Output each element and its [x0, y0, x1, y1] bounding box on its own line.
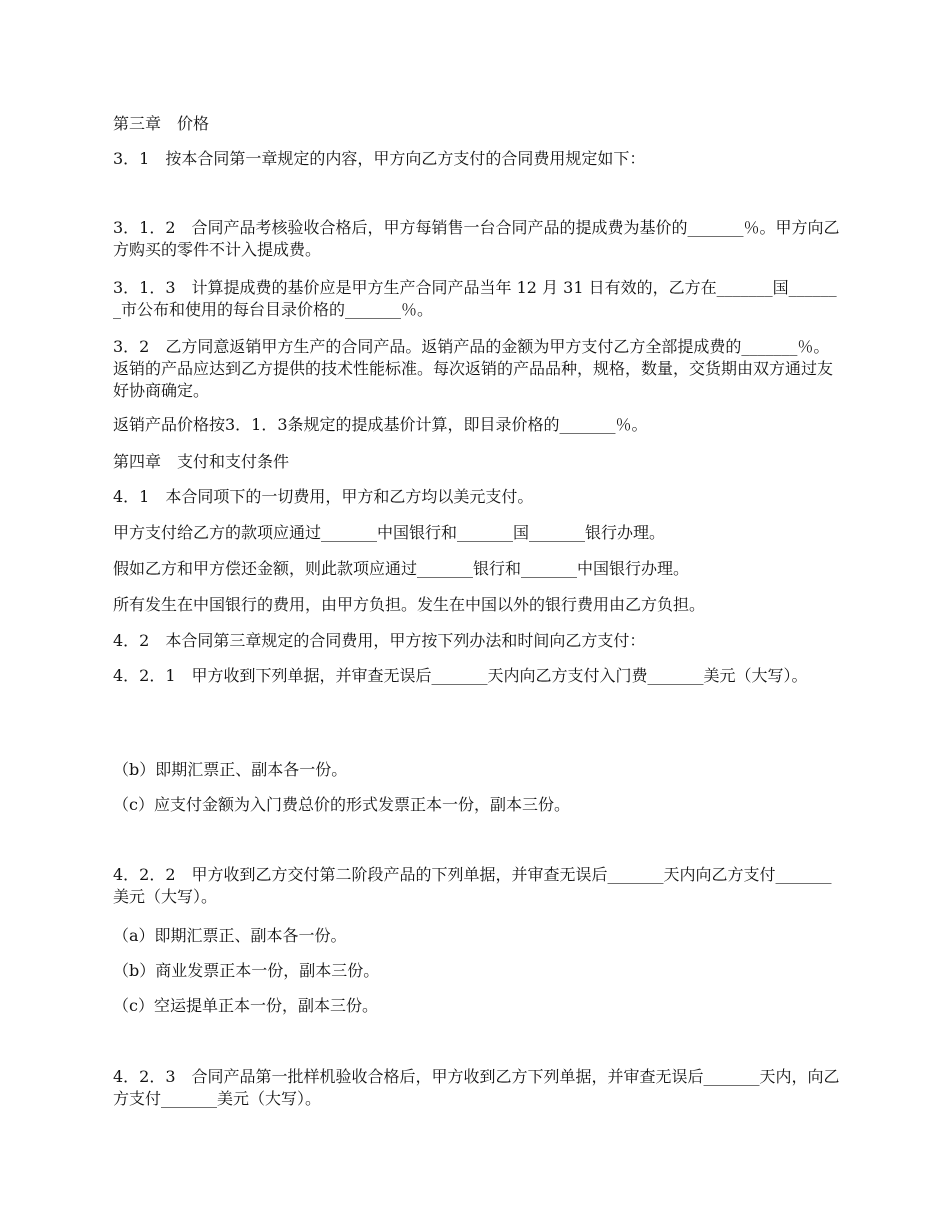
list-item-a: （a）即期汇票正、副本各一份。: [113, 926, 347, 945]
chapter-3-heading: 第三章 价格: [113, 114, 210, 133]
document-page: [113, 0, 843, 1230]
resale-price-paragraph: 返销产品价格按3．1．3条规定的提成基价计算，即目录价格的_______％。: [113, 415, 648, 434]
list-item-c: （c）空运提单正本一份，副本三份。: [113, 996, 378, 1015]
clause-4-2: 4．2 本合同第三章规定的合同费用，甲方按下列办法和时间向乙方支付：: [113, 631, 646, 650]
clause-3-1-2: 3．1．2 合同产品考核验收合格后，甲方每销售一台合同产品的提成费为基价的_______％。甲方向乙方购买的零件不计入提成费。: [113, 218, 840, 259]
list-item-c: （c）应支付金额为入门费总价的形式发票正本一份，副本三份。: [113, 795, 570, 814]
clause-3-1: 3．1 按本合同第一章规定的内容，甲方向乙方支付的合同费用规定如下：: [113, 149, 646, 168]
clause-4-1: 4．1 本合同项下的一切费用，甲方和乙方均以美元支付。: [113, 487, 534, 506]
chapter-4-heading: 第四章 支付和支付条件: [113, 452, 290, 471]
list-item-b: （b）商业发票正本一份，副本三份。: [113, 961, 380, 980]
clause-3-1-3: 3．1．3 计算提成费的基价应是甲方生产合同产品当年 12 月 31 日有效的，乙方在_______国_______市公布和使用的每台目录价格的_______％。: [113, 278, 837, 319]
clause-4-2-1: 4．2．1 甲方收到下列单据，并审查无误后_______天内向乙方支付入门费_______美元（大写）。: [113, 666, 808, 685]
repayment-bank-paragraph: 假如乙方和甲方偿还金额，则此款项应通过_______银行和_______中国银行办理。: [113, 559, 690, 578]
clause-3-2: 3．2 乙方同意返销甲方生产的合同产品。返销产品的金额为甲方支付乙方全部提成费的_______％。返销的产品应达到乙方提供的技术性能标准。每次返销的产品品种，规格，数量，交货期由双方通过友好协商确定。: [113, 337, 834, 400]
bank-fees-paragraph: 所有发生在中国银行的费用，由甲方负担。发生在中国以外的银行费用由乙方负担。: [113, 595, 706, 614]
list-item-b: （b）即期汇票正、副本各一份。: [113, 760, 348, 779]
clause-4-2-2: 4．2．2 甲方收到乙方交付第二阶段产品的下列单据，并审查无误后_______天内向乙方支付_______美元（大写）。: [113, 865, 832, 906]
payment-bank-paragraph: 甲方支付给乙方的款项应通过_______中国银行和_______国_______银行办理。: [113, 523, 666, 542]
clause-4-2-3: 4．2．3 合同产品第一批样机验收合格后，甲方收到乙方下列单据，并审查无误后_______天内，向乙方支付_______美元（大写）。: [113, 1067, 840, 1108]
